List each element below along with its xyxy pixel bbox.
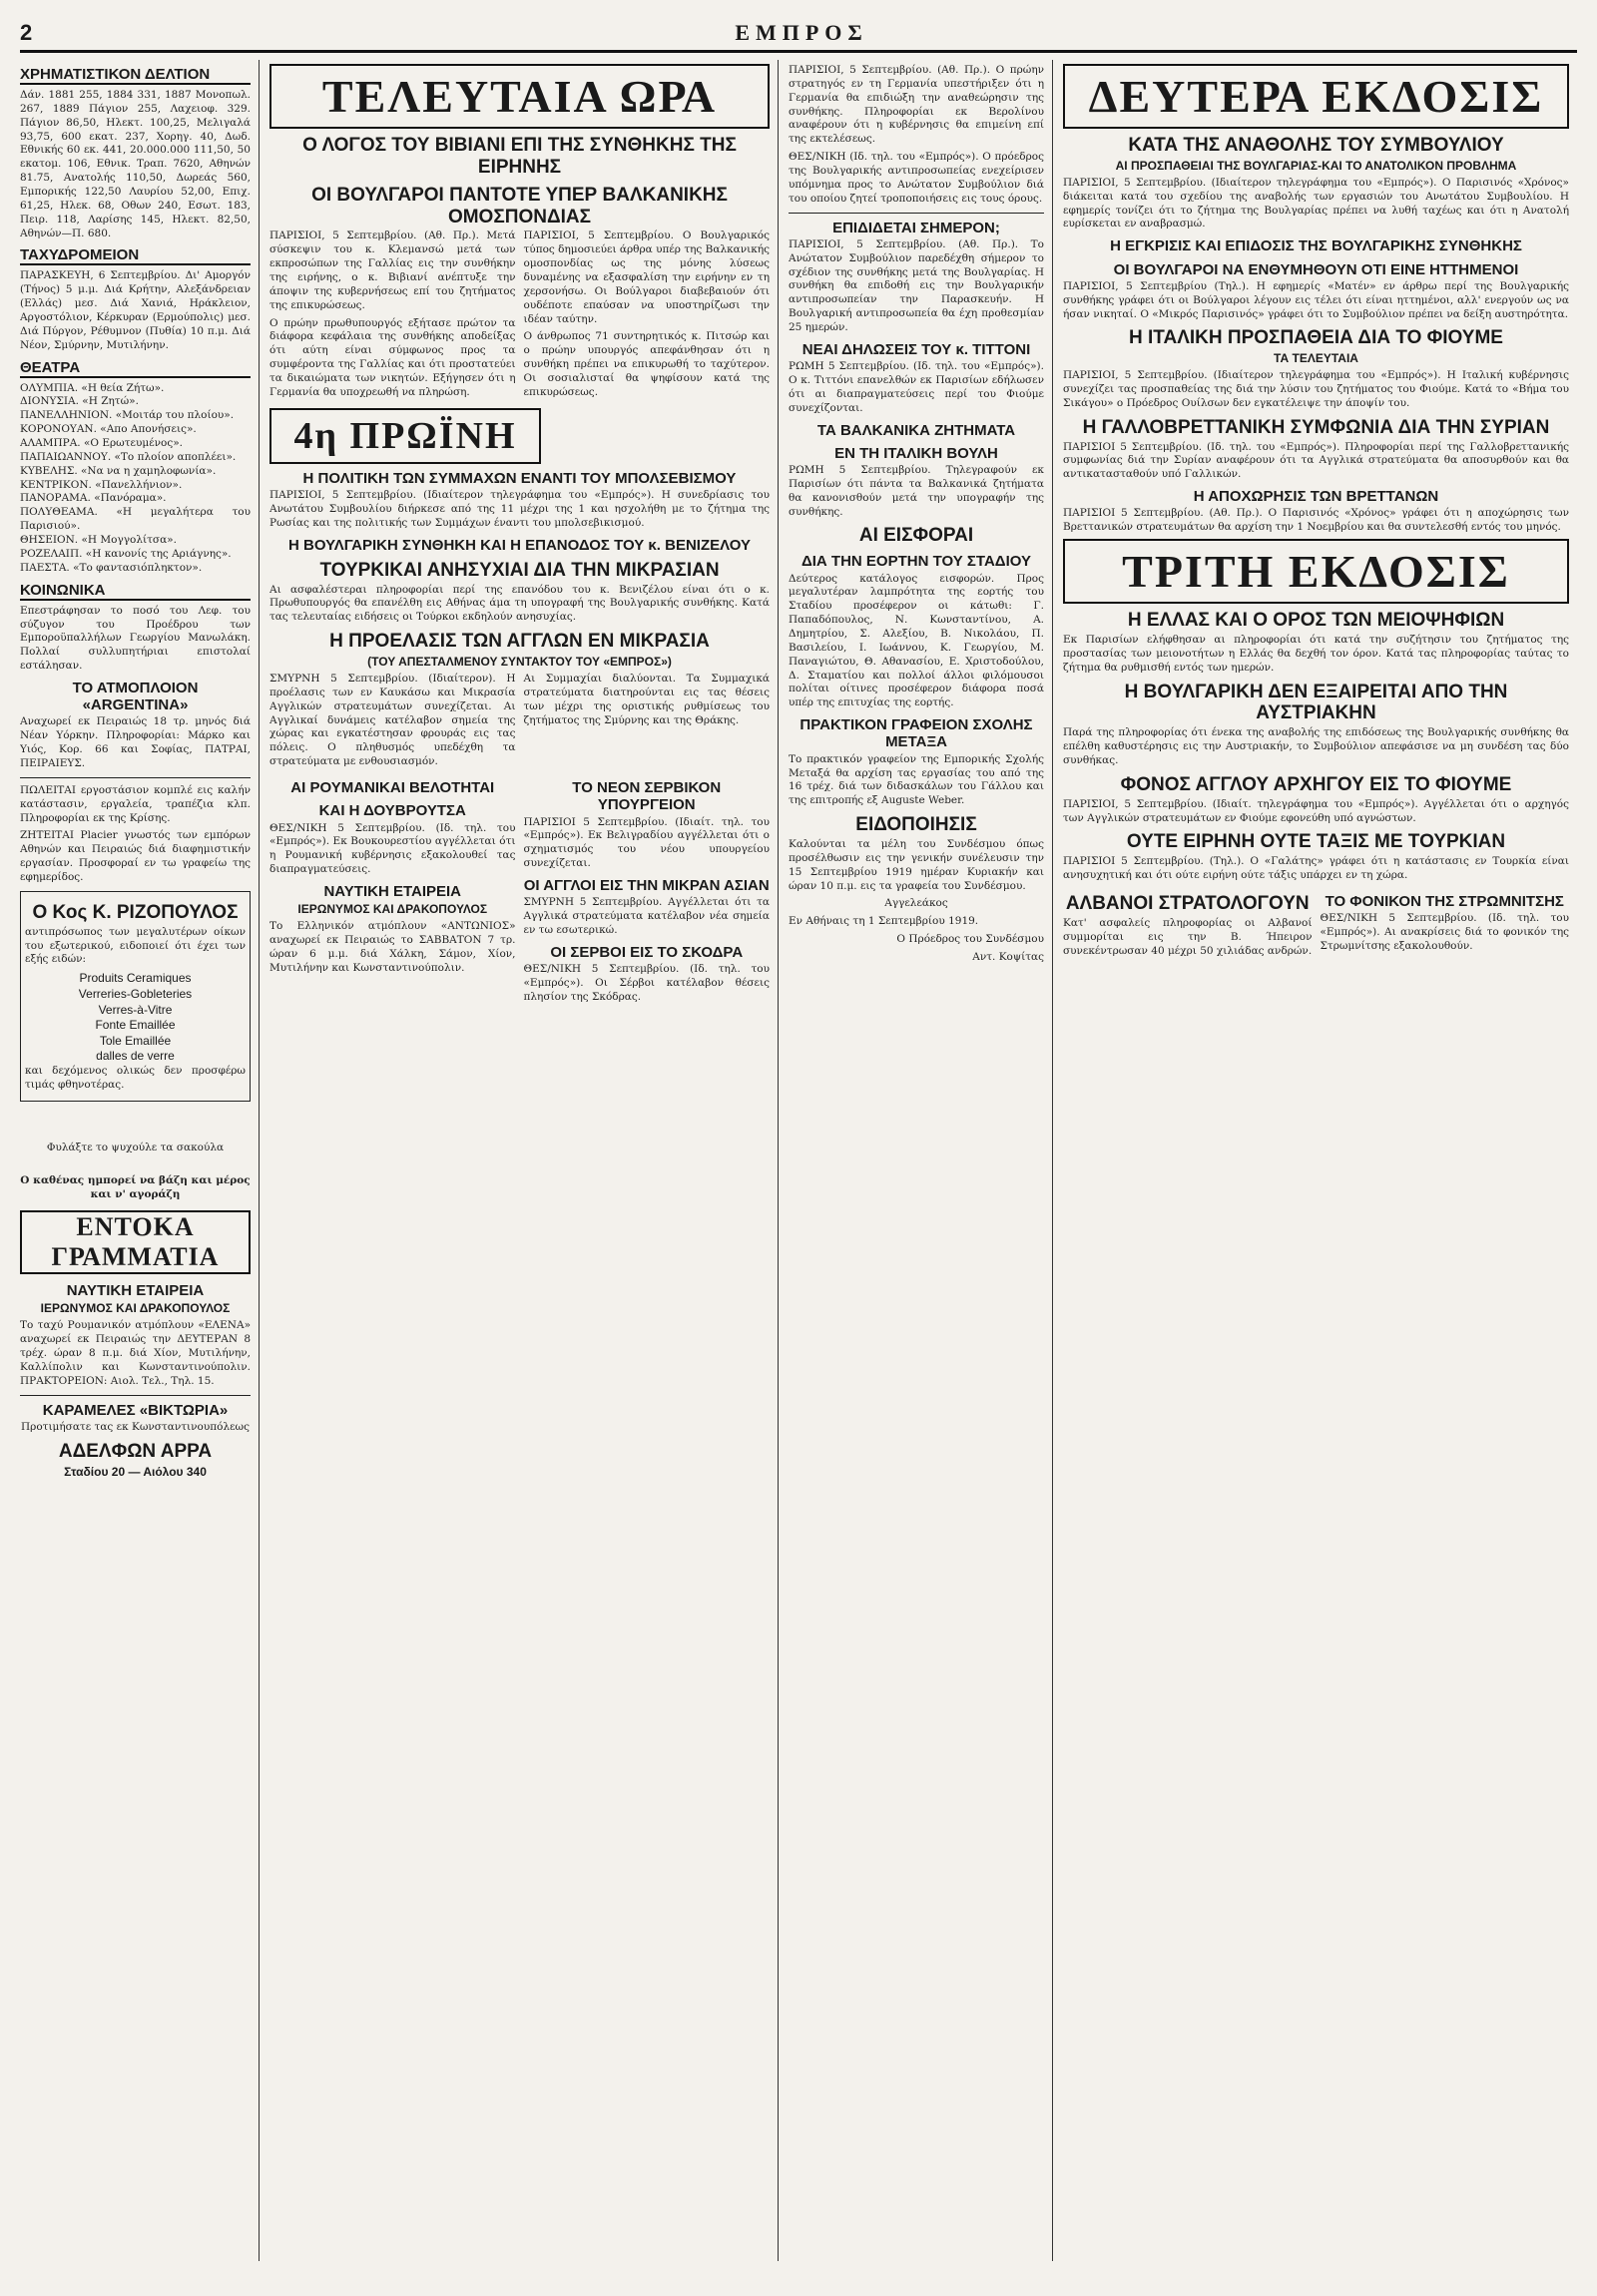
headline-contributions-sub: ΔΙΑ ΤΗΝ ΕΟΡΤΗΝ ΤΟΥ ΣΤΑΔΙΟΥ: [800, 553, 1032, 571]
headline-balkan: ΤΑ ΒΑΛΚΑΝΙΚΑ ΖΗΤΗΜΑΤΑ: [816, 421, 1016, 439]
product-item: Verreries-Gobleteries: [78, 986, 193, 1001]
column-1: [20, 60, 260, 2261]
article-text: ΠΑΡΙΣΙΟΙ, 5 Σεπτεμβρίου. (Αθ. Πρ.). Μετά σύσκεψιν του κ. Κλεμανσώ μετά των εκπροσώπων της Γαλλίας εις την συνθήκην της ειρήνης, ο κ. Βιβιανί ανέπτυξε την άποψιν της κυβερνήσεως επί του ζητήματος της επικυρώσεως.: [269, 230, 516, 311]
headline-syria: Η ΓΑΛΛΟΒΡΕΤΤΑΝΙΚΗ ΣΥΜΦΩΝΙΑ ΔΙΑ ΤΗΝ ΣΥΡΙΑΝ: [1082, 416, 1550, 438]
headline-british-asia: ΟΙ ΑΓΓΛΟΙ ΕΙΣ ΤΗΝ ΜΙΚΡΑΝ ΑΣΙΑΝ: [523, 876, 770, 894]
headline-romanian-sub: ΚΑΙ Η ΔΟΥΒΡΟΥΤΣΑ: [318, 802, 466, 820]
post-title: ΤΑΧΥΔΡΟΜΕΙΟΝ: [20, 246, 251, 265]
headline-albanians: ΑΛΒΑΝΟΙ ΣΤΡΑΤΟΛΟΓΟΥΝ: [1065, 892, 1310, 914]
company2-title: ΝΑΥΤΙΚΗ ΕΤΑΙΡΕΙΑ: [323, 882, 462, 900]
market-text: Δάν. 1881 255, 1884 331, 1887 Μονοπωλ. 267, 1889 Πάγιον 255, Λαχειοφ. 329. Πάγιον 86,50, Ηλεκτ. 100,25, Μελιγαλά 93,75, 600 εκατ. 237, Χορηγ. 40, Δωδ. Εθνικής 60 εκ. 441, 20.000.000 111,50, 50 εκατομ. 106, Εθνικ. Τραπ. 7620, Αθηνών 81.75, Ανατολής 110,50, Δωρεάς 560, Εμπορικής 122,50 Λαυρίου 52,00, Επιχ. 61,25, Ηλεκ. 68, Οθων 240, Εσωτ. 183, Πειρ. 118, Λαρίσης 145, Ηλεκτ. 82,50, Αθηνών—Π. 680.: [20, 89, 251, 239]
social-title: ΚΟΙΝΩΝΙΚΑ: [20, 582, 251, 601]
product-item: Verres-à-Vitre: [98, 1002, 173, 1017]
article-text: ΘΕΣ/ΝΙΚΗ (Ιδ. τηλ. του «Εμπρός»). Ο πρόεδρος της Βουλγαρικής αντιπροσωπείας ενεχείρισεν υπόμνημα προς το Ανώτατον Συμβούλιον διά του οποίου ζητεί τροποποιήσεις εις τους όρους.: [789, 151, 1044, 205]
column-4: [1063, 60, 1577, 2261]
article-text: Ο πρώην πρωθυπουργός εξήτασε πρώτον τα διάφορα κεφάλαια της συνθήκης αποδείξας ότι αύτη είναι σύμφωνος προς τα συμφέροντα της Γαλλίας και ότι προστατεύει τα δικαιώματα των νικητών. Εξήγησεν ότι η Γερμανία θα υποχρεωθή να πληρώση.: [269, 316, 516, 398]
article-text: ΠΑΡΙΣΙΟΙ, 5 Σεπτεμβρίου. (Ιδιαίτερον τηλεγράφημα του «Εμπρός»). Ο Παρισινός «Χρόνος» διάκειται κατά του σχεδίου της αναβολής των εργασιών του Ανωτάτου Συμβουλίου. Η εφημερίς τονίζει ότι το ζήτημα της Βουλγαρίας πρέπει να λυθή ταχέως και ότι η Ανατολή ευρίσκεται εν αναβρασμώ.: [1063, 176, 1569, 230]
article-text: Αι Συμμαχίαι διαλύονται. Τα Συμμαχικά στρατεύματα διατηρούνται εις τας θέσεις των μέχρι της οριστικής ρυθμίσεως του ζητήματος της Σμύρνης και της Θράκης.: [523, 673, 770, 726]
article-text: Δεύτερος κατάλογος εισφορών. Προς μεγαλυτέραν λαμπρότητα της εορτής του Σταδίου προσέφερον οι κάτωθι: Γ. Παπαδόπουλος, Ν. Κωνσταντίνου, Α. Δημητρίου, Σ. Αλεξίου, Β. Νικολάου, Π. Βασιλείου, Ι. Ιωάννου, Κ. Γεωργίου, Μ. Παναγιώτου, Θ. Αθανασίου, Ε. Χριστοδούλου, Δ. Σταματίου και πολλοί άλλοι φιλόμουσοι πολίται οίτινες προσέφερον διάφορα ποσά υπέρ της επιτυχίας της εορτής.: [789, 572, 1044, 709]
theatre-item: ΟΛΥΜΠΙΑ. «Η θεία Ζήτω».: [20, 381, 165, 394]
masthead-spacer: [1571, 20, 1577, 46]
argentina-title: ΤΟ ΑΤΜΟΠΛΟΙΟΝ «ARGENTINA»: [72, 679, 199, 714]
theatre-item: ΚΟΡΟΝΟΥΑΝ. «Απο Απονήσεις».: [20, 423, 197, 436]
article-text: ΘΕΣ/ΝΙΚΗ 5 Σεπτεμβρίου. (Ιδ. τηλ. του «Εμπρός»). Αι ανακρίσεις διά το φονικόν της Στρωμνίτσης εξακολουθούν.: [1320, 912, 1569, 952]
quote-1: Φυλάξτε το ψυχούλε τα σακούλα: [46, 1141, 225, 1153]
product-item: Tole Emaillée: [99, 1033, 172, 1048]
company-title: ΝΑΥΤΙΚΗ ΕΤΑΙΡΕΙΑ: [66, 1282, 205, 1300]
theatre-item: ΑΛΑΜΠΡΑ. «Ο Ερωτευμένος».: [20, 437, 183, 450]
rizopoulos-text: αντιπρόσωπος των μεγαλυτέρων οίκων του εξωτερικού, ειδοποιεί ότι έχει των εξής ειδών:: [25, 925, 246, 966]
company2-sub: ΙΕΡΩΝΥΜΟΣ ΚΑΙ ΔΡΑΚΟΠΟΥΛΟΣ: [297, 902, 488, 917]
rizopoulos-title: Ο Κος Κ. ΡΙΖΟΠΟΥΛΟΣ: [32, 901, 239, 923]
article-text: ΡΩΜΗ 5 Σεπτεμβρίου. (Ιδ. τηλ. του «Εμπρός»). Ο κ. Τιττόνι επανελθών εκ Παρισίων εδήλωσεν ότι αι διαπραγματεύσεις περί του Φιούμε συνεχίζονται.: [789, 360, 1044, 414]
headline-austrian: Η ΒΟΥΛΓΑΡΙΚΗ ΔΕΝ ΕΞΑΙΡΕΙΤΑΙ ΑΠΟ ΤΗΝ ΑΥΣΤΡΙΑΚΗΝ: [1124, 681, 1508, 724]
headline-strumica: ΤΟ ΦΟΝΙΚΟΝ ΤΗΣ ΣΤΡΩΜΝΙΤΣΗΣ: [1325, 892, 1564, 910]
company2-text: Το Ελληνικόν ατμόπλουν «ΑΝΤΩΝΙΟΣ» αναχωρεί εκ Πειραιώς το ΣΑΒΒΑΤΟΝ 7 τρ. ώραν 6 μ.μ. διά Χάλκη, Σάμον, Χίον, Μυτιλήνην και Κωνσταντινούπολιν.: [269, 920, 516, 974]
headline-venizelos: Η ΒΟΥΛΓΑΡΙΚΗ ΣΥΝΘΗΚΗ ΚΑΙ Η ΕΠΑΝΟΔΟΣ ΤΟΥ κ. ΒΕΝΙΖΕΛΟΥ: [288, 536, 751, 554]
article-text: ΠΑΡΙΣΙΟΙ, 5 Σεπτεμβρίου (Τηλ.). Η εφημερίς «Ματέν» εν άρθρω περί της Βουλγαρικής συνθήκης γράφει ότι οι Βούλγαροι λέγουν εις τέλει ότι είναι ηττημένοι, αλλ' ενεργούν ως να ήσαν νικηταί. Ο «Μικρός Παρισινός» γράφει ότι το Συμβούλιον πρέπει να δείξη αυστηρότητα.: [1063, 279, 1569, 320]
article-text: ΠΑΡΙΣΙΟΙ, 5 Σεπτεμβρίου. (Αθ. Πρ.). Ο πρώην στρατηγός εν τη Γερμανία υπεστήριξεν ότι η Γερμανία θα επιδιώξη την αναθεώρησιν της συνθήκης. Πληροφορίαι εκ Βερολίνου αναφέρουν ότι η κυβέρνησις θα επιμείνη επί της εκτελέσεως.: [789, 64, 1044, 146]
headline-withdrawal: Η ΑΠΟΧΩΡΗΣΙΣ ΤΩΝ ΒΡΕΤΤΑΝΩΝ: [1193, 488, 1439, 506]
placier-text: ΖΗΤΕΙΤΑΙ Placier γνωστός των εμπόρων Αθηνών και Πειραιώς διά διαφημιστικήν εργασίαν. Προσφοραί εν τω γραφείω της εφημερίδος.: [20, 829, 251, 884]
headline-tittoni: ΝΕΑΙ ΔΗΛΩΣΕΙΣ ΤΟΥ κ. ΤΙΤΤΟΝΙ: [801, 340, 1031, 358]
theatre-item: ΠΟΛΥΘΕΑΜΑ. «Η μεγαλήτερα του Παρισιού».: [20, 506, 251, 533]
article-text: Παρά της πληροφορίας ότι ένεκα της αναβολής της επιδόσεως της Βουλγαρικής συνθήκης θα επέλθη καθυστέρησις εις την Αυστριακήν, το Συμβούλιον απεφάσισε να μη συνδέση τας δύο συνθήκας.: [1063, 726, 1569, 766]
argentina-text: Αναχωρεί εκ Πειραιώς 18 τρ. μηνός διά Νέαν Υόρκην. Πληροφορίαι: Μάρκο και Υιός, Κορ. 66 και Σοφίας, ΠΑΤΡΑΙ, ΠΕΙΡΑΙΕΥΣ.: [20, 715, 251, 770]
headline-murder: ΦΟΝΟΣ ΑΓΓΛΟΥ ΑΡΧΗΓΟΥ ΕΙΣ ΤΟ ΦΙΟΥΜΕ: [1120, 773, 1512, 795]
theatre-item: ΠΑΝΕΛΛΗΝΙΟΝ. «Μοιτάρ του πλοίου».: [20, 409, 235, 422]
bottom-section: [1063, 887, 1569, 962]
column-2: [269, 60, 779, 2261]
notice-text: ΠΩΛΕΙΤΑΙ εργοστάσιον κομπλέ εις καλήν κατάστασιν, εργαλεία, τραπέζια κλπ. Πληροφορίαι εκ της Κρίσης.: [20, 783, 251, 824]
headline-approval: Η ΕΓΚΡΙΣΙΣ ΚΑΙ ΕΠΙΔΟΣΙΣ ΤΗΣ ΒΟΥΛΓΑΡΙΚΗΣ ΣΥΝΘΗΚΗΣ: [1110, 237, 1522, 255]
product-item: Produits Ceramiques: [79, 971, 192, 986]
theatre-item: ΘΗΣΕΙΟΝ. «Η Μογγολίτσα».: [20, 534, 177, 547]
headline-sub: (ΤΟΥ ΑΠΕΣΤΑΛΜΕΝΟΥ ΣΥΝΤΑΚΤΟΥ ΤΟΥ «ΕΜΠΡΟΣ»): [367, 655, 672, 670]
article-text: ΠΑΡΙΣΙΟΙ, 5 Σεπτεμβρίου. (Ιδιαίτερον τηλεγράφημα του «Εμπρός»). Η συνεδρίασις του Ανωτάτου Συμβουλίου διήρκεσε από της 11 μέχρι της 1 και ησχολήθη με το ζήτημα της Ρωσίας και της πολιτικής των Συμμάχων έναντι του μπολσεβικισμού.: [269, 488, 770, 529]
article-text: ΠΑΡΙΣΙΟΙ 5 Σεπτεμβρίου. (Τηλ.). Ο «Γαλάτης» γράφει ότι η κατάστασις εν Τουρκία είναι ανησυχητική και ότι ούτε ειρήνη ούτε τάξις υπάρχει εν τη χώρα.: [1063, 855, 1569, 882]
third-edition-banner: ΤΡΙΤΗ ΕΚΔΟΣΙΣ: [1063, 539, 1569, 604]
article-text: Ο άνθρωπος 71 συντηρητικός κ. Πιτσώρ και ο πρώην υπουργός απεφάνθησαν ότι η συνθήκη πρέπει να επικυρωθή το ταχύτερον. Οι σοσιαλισταί θα ψηφίσουν κατά της επικυρώσεως.: [523, 330, 770, 398]
headline-serbs-skodra: ΟΙ ΣΕΡΒΟΙ ΕΙΣ ΤΟ ΣΚΟΔΡΑ: [550, 943, 744, 961]
products-list: [25, 971, 246, 1065]
theatres-title: ΘΕΑΤΡΑ: [20, 359, 251, 378]
headline-notice: ΕΙΔΟΠΟΙΗΣΙΣ: [855, 814, 977, 836]
karamel-big: ΑΔΕΛΦΩΝ ΑΡΡΑ: [58, 1440, 213, 1462]
signature: Ο Πρόεδρος του Συνδέσμου: [896, 933, 1044, 946]
article-text: Καλούνται τα μέλη του Συνδέσμου όπως προσέλθωσιν εις την γενικήν συνέλευσιν την 15 Σεπτεμβρίου 1919 ημέραν Κυριακήν και ώραν 10 π.μ. εις τα γραφεία του Συνδέσμου.: [789, 837, 1044, 892]
headline-metaxa: ΠΡΑΚΤΙΚΟΝ ΓΡΑΦΕΙΟΝ ΣΧΟΛΗΣ ΜΕΤΑΞΑ: [799, 716, 1033, 751]
headline-defeated: ΟΙ ΒΟΥΛΓΑΡΟΙ ΝΑ ΕΝΘΥΜΗΘΟΥΝ ΟΤΙ ΕΙΝΕ ΗΤΤΗΜΕΝΟΙ: [1113, 260, 1519, 278]
theatre-item: ΡΟΖΕΛΑΙΠ. «Η κανονίς της Αριάγνης».: [20, 547, 232, 560]
headline-council: ΚΑΤΑ ΤΗΣ ΑΝΑΘΟΛΗΣ ΤΟΥ ΣΥΜΒΟΥΛΙΟΥ: [1128, 135, 1504, 156]
market-title: ΧΡΗΜΑΤΙΣΤΙΚΟΝ ΔΕΛΤΙΟΝ: [20, 66, 251, 85]
company-sub: ΙΕΡΩΝΥΜΟΣ ΚΑΙ ΔΡΑΚΟΠΟΥΛΟΣ: [40, 1301, 231, 1316]
headline-delivery: ΕΠΙΔΙΔΕΤΑΙ ΣΗΜΕΡΟΝ;: [832, 219, 1000, 236]
newspaper-page: [20, 16, 1577, 2261]
headline-bulgarians: ΟΙ ΒΟΥΛΓΑΡΟΙ ΠΑΝΤΟΤΕ ΥΠΕΡ ΒΑΛΚΑΝΙΚΗΣ ΟΜΟΣΠΟΝΔΙΑΣ: [311, 184, 728, 228]
article-viviani: [269, 230, 770, 403]
article-text: ΠΑΡΙΣΙΟΙ, 5 Σεπτεμβρίου. (Ιδιαίτερον τηλεγράφημα του «Εμπρός»). Η Ιταλική κυβέρνησις συνεχίζει τας προσπαθείας της διά την λύσιν του ζητήματος του Φιούμε. Κατά το «Βήμα του Σικάγου» ο Πρόεδρος Ουίλσων δεν εγκατέλειψε την άποψίν του.: [1063, 369, 1569, 409]
signature: Αντ. Κοψίτας: [972, 950, 1044, 963]
last-hour-banner: ΤΕΛΕΥΤΑΙΑ ΩΡΑ: [269, 64, 770, 129]
theatre-item: ΚΕΝΤΡΙΚΟΝ. «Πανελλήνιον».: [20, 478, 183, 491]
headline-fiume: Η ΙΤΑΛΙΚΗ ΠΡΟΣΠΑΘΕΙΑ ΔΙΑ ΤΟ ΦΙΟΥΜΕ: [1129, 327, 1503, 349]
article-text: ΠΑΡΙΣΙΟΙ, 5 Σεπτεμβρίου. Ο Βουλγαρικός τύπος δημοσιεύει άρθρα υπέρ της Βαλκανικής ομοσπονδίας ως της μόνης λύσεως δυναμένης να εξασφαλίση την ειρήνην εν τη χερσονήσω. Οι Βούλγαροι διαβεβαιούν ότι ουδέποτε επαύσαν να υποστηρίζωσι την ιδέαν ταύτην.: [523, 230, 770, 325]
divider: [789, 213, 1044, 214]
headline-viviani: Ο ΛΟΓΟΣ ΤΟΥ ΒΙΒΙΑΝΙ ΕΠΙ ΤΗΣ ΣΥΝΘΗΚΗΣ ΤΗΣ ΕΙΡΗΝΗΣ: [302, 135, 737, 178]
headline-serbian-ministry: ΤΟ ΝΕΟΝ ΣΕΡΒΙΚΟΝ ΥΠΟΥΡΓΕΙΟΝ: [572, 779, 722, 814]
theatre-item: ΔΙΟΝΥΣΙΑ. «Η Ζητώ».: [20, 395, 139, 408]
article-text: ΠΑΡΙΣΙΟΙ 5 Σεπτεμβρίου. (Αθ. Πρ.). Ο Παρισινός «Χρόνος» γράφει ότι η αποχώρησις των Βρεττανικών στρατευμάτων θα αρχίση την 1 Νοεμβρίου και θα συντελεσθή εντός του μηνός.: [1063, 507, 1569, 534]
karamel-title: ΚΑΡΑΜΕΛΕΣ «ΒΙΚΤΩΡΙΑ»: [42, 1401, 229, 1419]
social-text: Επεστράφησαν το ποσό του Λεφ. του σύζυγον του Προέδρου των Εμποροϋπαλλήλων Γεωργίου Μανωλάκη. Πολλαί συλλυπητήριαι επιστολαί εστάλησαν.: [20, 604, 251, 673]
column-3: [789, 60, 1053, 2261]
article-text: ΠΑΡΙΣΙΟΙ 5 Σεπτεμβρίου. (Ιδ. τηλ. του «Εμπρός»). Πληροφορίαι περί της Γαλλοβρεττανικής συμφωνίας διά την Συρίαν αναφέρουν ότι τα Αγγλικά στρατεύματα θα αποσυρθούν και θα αντικατασταθούν υπό Γαλλικών.: [1063, 440, 1569, 481]
divider: [20, 777, 251, 778]
karamel-text: Προτιμήσατε τας εκ Κωνσταντινουπόλεως: [20, 1420, 250, 1433]
article-text: ΠΑΡΙΣΙΟΙ, 5 Σεπτεμβρίου. (Αθ. Πρ.). Το Ανώτατον Συμβούλιον παρεδέχθη σήμερον το σχέδιον της συνθήκης μετά της Βουλγαρίας. Η συνθήκη θα επιδοθή εις την Βουλγαρικήν αντιπροσωπείαν την Παρασκευήν. Η Βουλγαρική αντιπροσωπεία θα έχη προθεσμίαν 25 ημερών.: [789, 237, 1044, 333]
product-item: Fonte Emaillée: [95, 1018, 176, 1033]
karamel-address: Σταδίου 20 — Αιόλου 340: [64, 1464, 207, 1479]
headline-british-advance: Η ΠΡΟΕΛΑΣΙΣ ΤΩΝ ΑΓΓΛΩΝ ΕΝ ΜΙΚΡΑΣΙΑ: [329, 631, 710, 653]
headline-turkey: ΟΥΤΕ ΕΙΡΗΝΗ ΟΥΤΕ ΤΑΞΙΣ ΜΕ ΤΟΥΡΚΙΑΝ: [1126, 831, 1506, 853]
article-text: Κατ' ασφαλείς πληροφορίας οι Αλβανοί συμμορίται εις την Β. Ήπειρον συνεκέντρωσαν 40 μέχρι 50 χιλιάδας ανδρών.: [1063, 916, 1313, 957]
page-number: 2: [20, 20, 33, 45]
signature: Αγγελεάκος: [884, 897, 948, 910]
article-text: Το πρακτικόν γραφείον της Εμπορικής Σχολής Μεταξά θα αρχίση τας εργασίας του από της 16 τρέχ. διά των διδασκάλων του Γάλλου και της επιτροπής εξ Auguste Weber.: [789, 752, 1044, 807]
newspaper-name: ΕΜΠΡΟΣ: [735, 20, 868, 45]
theatre-item: ΠΑΕΣΤΑ. «Το φαντασιόπληκτον».: [20, 561, 203, 574]
theatre-item: ΠΑΝΟΡΑΜΑ. «Πανόραμα».: [20, 492, 167, 505]
headline-balkan-sub: ΕΝ ΤΗ ΙΤΑΛΙΚΗ ΒΟΥΛΗ: [834, 444, 998, 462]
theatre-item: ΚΥΒΕΛΗΣ. «Να να η χαμηλοφωνία».: [20, 464, 217, 477]
post-text: ΠΑΡΑΣΚΕΥΗ, 6 Σεπτεμβρίου. Δι' Αμοργόν (Τήνος) 5 μ.μ. Διά Κρήτην, Αλεξάνδρειαν (Ελλάς) μεσ. Διά Χανιά, Ηράκλειον, Αργοστόλιον, Κέρκυραν (Ερμούπολις) μεσ. Διά Πύργον, Ρέθυμνον (Πυθία) 10 π.μ. Διά Νέον, Σμύρνην, Μυτιλήνην.: [20, 269, 251, 351]
headline-bolshevism: Η ΠΟΛΙΤΙΚΗ ΤΩΝ ΣΥΜΜΑΧΩΝ ΕΝΑΝΤΙ ΤΟΥ ΜΠΟΛΣΕΒΙΣΜΟΥ: [302, 469, 737, 487]
quote-2: Ο καθένας ημπορεί να βάζη και μέρος και ν' αγοράζη: [20, 1174, 251, 1201]
article-british: [269, 673, 770, 773]
article-text: ΣΜΥΡΝΗ 5 Σεπτεμβρίου. Αγγέλλεται ότι τα Αγγλικά στρατεύματα κατέλαβον νέα σημεία εν τω εσωτερικώ.: [523, 896, 770, 936]
headline-turkish-concerns: ΤΟΥΡΚΙΚΑΙ ΑΝΗΣΥΧΙΑΙ ΔΙΑ ΤΗΝ ΜΙΚΡΑΣΙΑΝ: [319, 559, 720, 581]
article-text: ΣΜΥΡΝΗ 5 Σεπτεμβρίου. (Ιδιαίτερον). Η προέλασις των εν Καυκάσω και Μικρασία Αγγλικών στρατευμάτων συνεχίζεται. Αι Αγγλικαί δυνάμεις κατέλαβον σημεία της χώρας και εγκατέστησαν φρουράς εις τας πόλεις. Ο πληθυσμός υπεδέχθη τα στρατεύματα με ενθουσιασμόν.: [269, 673, 516, 768]
rizopoulos-ad: [20, 891, 251, 1102]
article-text: ΠΑΡΙΣΙΟΙ 5 Σεπτεμβρίου. (Ιδιαίτ. τηλ. του «Εμπρός»). Εκ Βελιγραδίου αγγέλλεται ότι ο σχηματισμός του νέου υπουργείου συνεχίζεται.: [523, 815, 770, 870]
article-text: Αι ασφαλέστεραι πληροφορίαι περί της επανόδου του κ. Βενιζέλου είναι ότι ο κ. Πρωθυπουργός θα επανέλθη εις Αθήνας άμα τη υπογραφή της Βουλγαρικής συνθήκης. Κατά τας τελευταίας ειδήσεις οι Τούρκοι εκδηλούν ανησυχίας.: [269, 583, 770, 624]
fourth-morning-banner: 4η ΠΡΩΪΝΗ: [269, 408, 541, 464]
product-item: dalles de verre: [96, 1049, 175, 1064]
article-text: Εκ Παρισίων ελήφθησαν αι πληροφορίαι ότι κατά την συζήτησιν του ζητήματος της προστασίας των μειονοτήτων η Ελλάς θα δεχθή τον όρον. Κατά τας πληροφορίας ταύτας το ζήτημα θα ρυθμισθή εντός των ημερών.: [1063, 634, 1569, 674]
lower-section: [269, 773, 770, 1009]
headline-minorities: Η ΕΛΛΑΣ ΚΑΙ Ο ΟΡΟΣ ΤΩΝ ΜΕΙΟΨΗΦΙΩΝ: [1127, 610, 1505, 632]
article-text: ΘΕΣ/ΝΙΚΗ 5 Σεπτεμβρίου. (Ιδ. τηλ. του «Εμπρός»). Οι Σέρβοι κατέλαβον θέσεις πλησίον της Σκόδρας.: [523, 963, 770, 1003]
signature: Εν Αθήναις τη 1 Σεπτεμβρίου 1919.: [789, 915, 979, 928]
article-text: ΠΑΡΙΣΙΟΙ, 5 Σεπτεμβρίου. (Ιδιαίτ. τηλεγράφημα του «Εμπρός»). Αγγέλλεται ότι ο αρχηγός των Αγγλικών στρατευμάτων εν Φιούμε εφονεύθη υπό αγνώστων.: [1063, 797, 1569, 824]
headline-romanian: ΑΙ ΡΟΥΜΑΝΙΚΑΙ ΒΕΛΟΤΗΤΑΙ: [290, 779, 495, 797]
divider: [20, 1395, 251, 1396]
headline-fiume-sub: ΤΑ ΤΕΛΕΥΤΑΙΑ: [1274, 351, 1358, 366]
article-text: ΡΩΜΗ 5 Σεπτεμβρίου. Τηλεγραφούν εκ Παρισίων ότι πάντα τα Βαλκανικά ζητήματα θα κανονισθούν μετά την υπογραφήν της συνθήκης.: [789, 464, 1044, 518]
masthead: [20, 16, 1577, 53]
headline-council-sub: ΑΙ ΠΡΟΣΠΑΘΕΙΑΙ ΤΗΣ ΒΟΥΛΓΑΡΙΑΣ-ΚΑΙ ΤΟ ΑΝΑΤΟΛΙΚΟΝ ΠΡΟΒΛΗΜΑ: [1115, 158, 1517, 173]
theatre-item: ΠΑΠΑΙΩΑΝΝΟΥ. «Το πλοίον αποπλέει».: [20, 450, 237, 463]
entoka-banner: ΕΝΤΟΚΑ ΓΡΑΜΜΑΤΙΑ: [20, 1210, 251, 1274]
theatres-list: [20, 382, 251, 576]
company-text: Το ταχύ Ρουμανικόν ατμόπλουν «ΕΛΕΝΑ» αναχωρεί εκ Πειραιώς την ΔΕΥΤΕΡΑΝ 8 τρέχ. ώραν 8 π.μ. διά Χίον, Μυτιλήνην, Καλλίπολιν και Κωνσταντινούπολιν. ΠΡΑΚΤΟΡΕΙΟΝ: Αιολ. Τελ., Τηλ. 15.: [20, 1319, 251, 1387]
products-note: και δεχόμενος ολικώς δεν προσφέρω τιμάς φθηνοτέρας.: [25, 1064, 246, 1091]
article-text: ΘΕΣ/ΝΙΚΗ 5 Σεπτεμβρίου. (Ιδ. τηλ. του «Εμπρός»). Εκ Βουκουρεστίου αγγέλλεται ότι η Ρουμανική κυβέρνησις εξακολουθεί τας διαπραγματεύσεις.: [269, 821, 516, 876]
headline-contributions: ΑΙ ΕΙΣΦΟΡΑΙ: [858, 525, 974, 547]
second-edition-banner: ΔΕΥΤΕΡΑ ΕΚΔΟΣΙΣ: [1063, 64, 1569, 129]
